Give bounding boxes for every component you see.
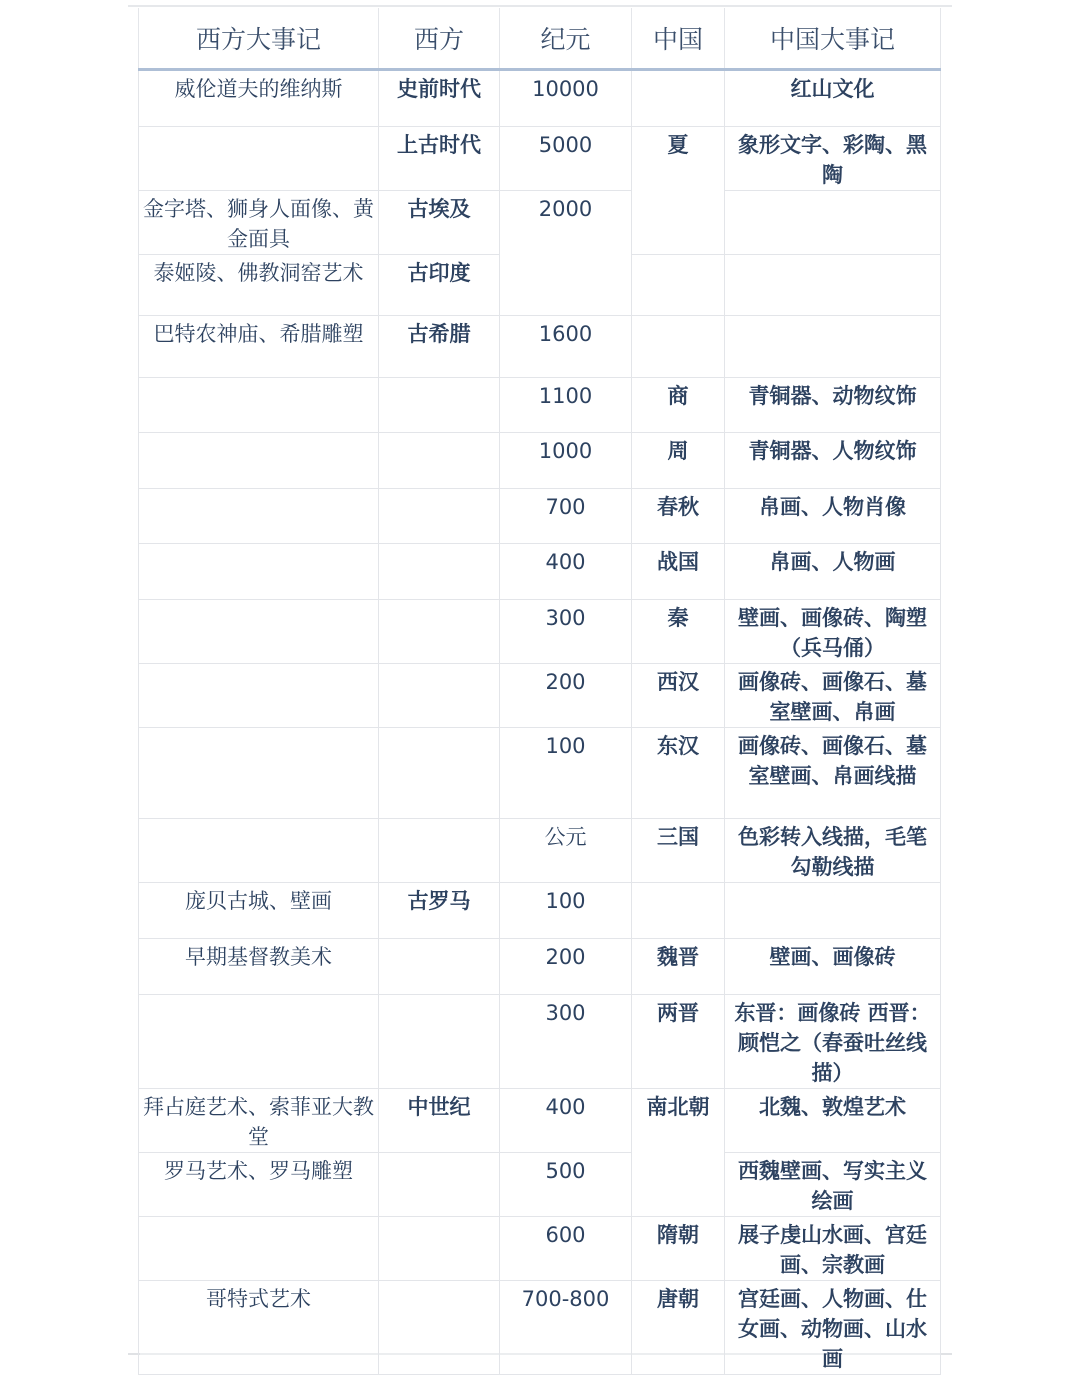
- china-dynasty-cell: [632, 255, 725, 316]
- west-period-cell: [379, 489, 500, 544]
- china-dynasty-cell: 两晋: [632, 995, 725, 1089]
- china-dynasty-cell: 春秋: [632, 489, 725, 544]
- era-cell: 400: [500, 1089, 632, 1153]
- table-row: [139, 995, 941, 1089]
- china-dynasty-cell: 夏: [632, 127, 725, 255]
- china-event-cell: 壁画、画像砖: [725, 939, 941, 995]
- table-row: [139, 664, 941, 728]
- china-event-cell: 象形文字、彩陶、黑陶: [725, 127, 941, 191]
- china-event-cell: 帛画、人物画: [725, 544, 941, 600]
- west-event-cell: [139, 600, 379, 664]
- table-row: [139, 489, 941, 544]
- china-event-cell: [725, 316, 941, 378]
- table-row: [139, 127, 941, 191]
- west-period-cell: [379, 939, 500, 995]
- west-event-cell: [139, 433, 379, 489]
- west-event-cell: 拜占庭艺术、索菲亚大教堂: [139, 1089, 379, 1153]
- era-cell: 700-800: [500, 1281, 632, 1375]
- china-dynasty-cell: 战国: [632, 544, 725, 600]
- west-event-cell: 罗马艺术、罗马雕塑: [139, 1153, 379, 1217]
- china-event-cell: [725, 255, 941, 316]
- west-event-cell: 泰姬陵、佛教洞窑艺术: [139, 255, 379, 316]
- era-cell: 公元: [500, 819, 632, 883]
- west-event-cell: 哥特式艺术: [139, 1281, 379, 1375]
- china-event-cell: 画像砖、画像石、墓室壁画、帛画: [725, 664, 941, 728]
- header-west-events: 西方大事记: [139, 8, 379, 70]
- west-period-cell: [379, 664, 500, 728]
- china-dynasty-cell: 商: [632, 378, 725, 433]
- china-dynasty-cell: [632, 316, 725, 378]
- corner-tick-right: [940, 1353, 952, 1355]
- china-dynasty-cell: 魏晋: [632, 939, 725, 995]
- era-cell: 600: [500, 1217, 632, 1281]
- west-period-cell: 古埃及: [379, 191, 500, 255]
- west-event-cell: [139, 127, 379, 191]
- west-event-cell: [139, 1217, 379, 1281]
- era-cell: 500: [500, 1153, 632, 1217]
- west-period-cell: [379, 544, 500, 600]
- era-cell: 700: [500, 489, 632, 544]
- china-dynasty-cell: 唐朝: [632, 1281, 725, 1375]
- west-period-cell: 古印度: [379, 255, 500, 316]
- china-dynasty-cell: 周: [632, 433, 725, 489]
- west-period-cell: 古罗马: [379, 883, 500, 939]
- china-dynasty-cell: 南北朝: [632, 1089, 725, 1217]
- china-dynasty-cell: [632, 70, 725, 127]
- west-event-cell: 庞贝古城、壁画: [139, 883, 379, 939]
- table-row: [139, 1153, 941, 1217]
- era-cell: 1600: [500, 316, 632, 378]
- table-row: [139, 191, 941, 255]
- era-cell: 100: [500, 883, 632, 939]
- top-border-line: [128, 5, 952, 7]
- table-row: [139, 1089, 941, 1153]
- china-event-cell: 帛画、人物肖像: [725, 489, 941, 544]
- west-period-cell: [379, 995, 500, 1089]
- china-dynasty-cell: 三国: [632, 819, 725, 883]
- west-period-cell: [379, 1153, 500, 1217]
- west-event-cell: [139, 664, 379, 728]
- era-cell: 100: [500, 728, 632, 819]
- west-period-cell: [379, 378, 500, 433]
- west-period-cell: 上古时代: [379, 127, 500, 191]
- table-row: [139, 316, 941, 378]
- west-period-cell: [379, 1217, 500, 1281]
- west-event-cell: [139, 995, 379, 1089]
- china-dynasty-cell: [632, 883, 725, 939]
- era-cell: 2000: [500, 191, 632, 316]
- table-row: [139, 1281, 941, 1375]
- china-event-cell: 东晋：画像砖 西晋：顾恺之（春蚕吐丝线描）: [725, 995, 941, 1089]
- header-west: 西方: [379, 8, 500, 70]
- china-event-cell: 画像砖、画像石、墓室壁画、帛画线描: [725, 728, 941, 819]
- era-cell: 1000: [500, 433, 632, 489]
- west-period-cell: [379, 728, 500, 819]
- table-row: [139, 819, 941, 883]
- art-history-timeline-table: [138, 8, 941, 1375]
- west-event-cell: [139, 489, 379, 544]
- west-event-cell: 金字塔、狮身人面像、黄金面具: [139, 191, 379, 255]
- era-cell: 300: [500, 995, 632, 1089]
- china-event-cell: 宫廷画、人物画、仕女画、动物画、山水画: [725, 1281, 941, 1375]
- header-china: 中国: [632, 8, 725, 70]
- table-row: [139, 600, 941, 664]
- china-event-cell: [725, 883, 941, 939]
- era-cell: 400: [500, 544, 632, 600]
- table-row: [139, 70, 941, 127]
- table-row: [139, 433, 941, 489]
- china-event-cell: 色彩转入线描，毛笔勾勒线描: [725, 819, 941, 883]
- header-era: 纪元: [500, 8, 632, 70]
- west-event-cell: [139, 728, 379, 819]
- west-event-cell: [139, 378, 379, 433]
- era-cell: 300: [500, 600, 632, 664]
- china-event-cell: 青铜器、动物纹饰: [725, 378, 941, 433]
- era-cell: 200: [500, 939, 632, 995]
- china-event-cell: 青铜器、人物纹饰: [725, 433, 941, 489]
- header-china-events: 中国大事记: [725, 8, 941, 70]
- china-event-cell: 北魏、敦煌艺术: [725, 1089, 941, 1153]
- china-event-cell: 展子虔山水画、宫廷画、宗教画: [725, 1217, 941, 1281]
- west-period-cell: [379, 433, 500, 489]
- west-period-cell: [379, 819, 500, 883]
- table-row: [139, 939, 941, 995]
- table-row: [139, 728, 941, 819]
- china-dynasty-cell: 东汉: [632, 728, 725, 819]
- china-event-cell: 红山文化: [725, 70, 941, 127]
- west-event-cell: 威伦道夫的维纳斯: [139, 70, 379, 127]
- china-event-cell: [725, 191, 941, 255]
- era-cell: 1100: [500, 378, 632, 433]
- china-dynasty-cell: 西汉: [632, 664, 725, 728]
- era-cell: 5000: [500, 127, 632, 191]
- west-event-cell: 巴特农神庙、希腊雕塑: [139, 316, 379, 378]
- west-event-cell: [139, 819, 379, 883]
- china-event-cell: 西魏壁画、写实主义绘画: [725, 1153, 941, 1217]
- west-period-cell: 古希腊: [379, 316, 500, 378]
- era-cell: 10000: [500, 70, 632, 127]
- west-period-cell: [379, 600, 500, 664]
- west-period-cell: 中世纪: [379, 1089, 500, 1153]
- west-event-cell: 早期基督教美术: [139, 939, 379, 995]
- table-row: [139, 544, 941, 600]
- table-row: [139, 883, 941, 939]
- china-event-cell: 壁画、画像砖、陶塑（兵马俑）: [725, 600, 941, 664]
- table-row: [139, 378, 941, 433]
- west-period-cell: [379, 1281, 500, 1375]
- china-dynasty-cell: 秦: [632, 600, 725, 664]
- header-row: [139, 8, 941, 70]
- china-dynasty-cell: 隋朝: [632, 1217, 725, 1281]
- era-cell: 200: [500, 664, 632, 728]
- table-row: [139, 1217, 941, 1281]
- west-event-cell: [139, 544, 379, 600]
- west-period-cell: 史前时代: [379, 70, 500, 127]
